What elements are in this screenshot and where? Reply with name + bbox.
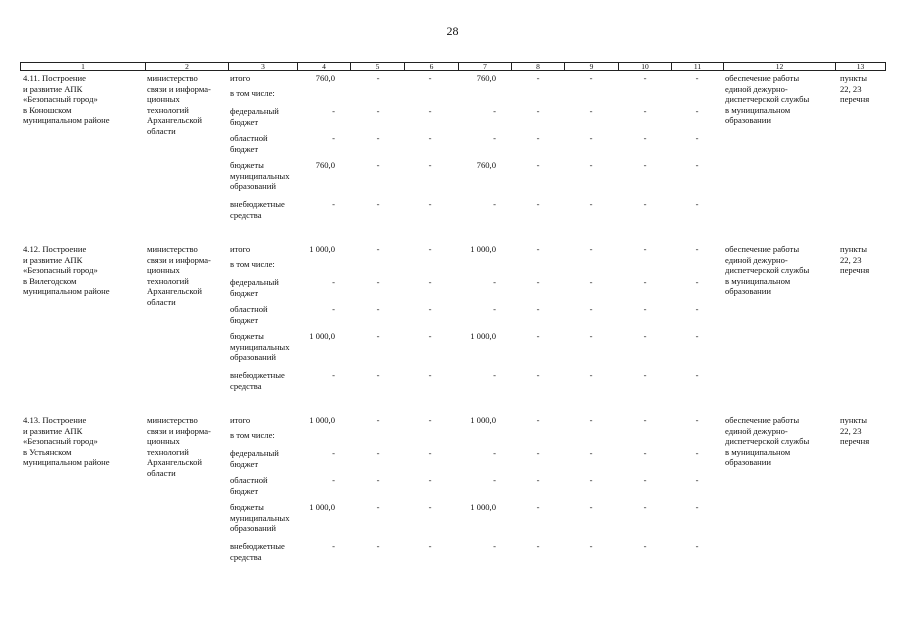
value-col8: - [536,73,540,83]
activity-line: 4.11. Построение [23,73,86,83]
value-col11: - [695,448,699,458]
value-col11: - [695,370,699,380]
value-col11: - [695,73,699,83]
executor-line: министерство [147,73,198,83]
value-col7: 1 000,0 [470,415,496,425]
source-label: в том числе: [230,430,275,440]
value-col7: - [493,106,496,116]
value-col10: - [643,106,647,116]
value-col9: - [589,331,593,341]
value-col7: - [493,475,496,485]
source-label: в том числе: [230,88,275,98]
value-col6: - [428,370,432,380]
value-col7: - [493,304,496,314]
executor-line: области [147,467,176,478]
value-col10: - [643,133,647,143]
total-value: - [332,370,335,380]
link-line: пункты [840,73,868,83]
column-number-3: 3 [228,62,298,71]
result-line: образовании [725,457,771,467]
link-line: 22, 23 [840,425,862,436]
value-col6: - [428,475,432,485]
value-col6: - [428,331,432,341]
source-label: средства [230,209,262,220]
source-label: образований [230,181,276,191]
source-label: средства [230,551,262,562]
executor-line: Архангельской [147,457,202,467]
value-col5: - [376,475,380,485]
total-value: 1 000,0 [309,244,335,254]
value-col9: - [589,106,593,116]
value-col11: - [695,502,699,512]
column-number-5: 5 [350,62,405,71]
value-col9: - [589,415,593,425]
value-col7: - [493,541,496,551]
source-label: бюджет [230,458,259,469]
total-value: - [332,541,335,551]
column-number-2: 2 [145,62,229,71]
executor-line: связи и информа- [147,83,211,94]
value-col9: - [589,502,593,512]
value-col11: - [695,160,699,170]
source-label: бюджет [230,287,259,298]
source-label: бюджет [230,314,259,325]
value-col5: - [376,448,380,458]
executor-line: связи и информа- [147,425,211,436]
source-label: внебюджетные [230,370,285,380]
value-col8: - [536,415,540,425]
result-line: единой дежурно- [725,83,788,94]
column-number-7: 7 [458,62,512,71]
value-col8: - [536,370,540,380]
value-col10: - [643,160,647,170]
value-col5: - [376,415,380,425]
value-col5: - [376,370,380,380]
source-label: бюджет [230,116,259,127]
value-col11: - [695,541,699,551]
value-col6: - [428,304,432,314]
value-col10: - [643,73,647,83]
link-line: 22, 23 [840,83,862,94]
link-line: пункты [840,244,868,254]
value-col6: - [428,502,432,512]
source-label: образований [230,523,276,533]
source-label: муниципальных [230,170,290,181]
value-col10: - [643,199,647,209]
value-col10: - [643,415,647,425]
value-col6: - [428,199,432,209]
value-col11: - [695,133,699,143]
link-line: перечня [840,436,870,446]
total-value: - [332,448,335,458]
column-number-13: 13 [835,62,886,71]
value-col7: 1 000,0 [470,502,496,512]
result-line: обеспечение работы [725,244,800,254]
value-col9: - [589,541,593,551]
source-label: бюджеты [230,160,264,170]
value-col11: - [695,475,699,485]
column-number-6: 6 [404,62,459,71]
value-col7: - [493,199,496,209]
value-col6: - [428,106,432,116]
total-value: - [332,304,335,314]
result-line: в муниципальном [725,104,791,115]
activity-line: «Безопасный город» [23,436,98,446]
value-col8: - [536,106,540,116]
value-col10: - [643,277,647,287]
value-col7: - [493,448,496,458]
value-col9: - [589,304,593,314]
result-line: диспетчерской службы [725,265,810,275]
executor-line: ционных [147,436,180,446]
source-label: бюджеты [230,502,264,512]
result-line: обеспечение работы [725,73,800,83]
value-col5: - [376,277,380,287]
value-col7: 1 000,0 [470,244,496,254]
executor-line: технологий [147,446,189,457]
activity-line: муниципальном районе [23,457,110,467]
value-col8: - [536,541,540,551]
total-value: - [332,277,335,287]
source-label: областной [230,475,268,485]
source-label: муниципальных [230,341,290,352]
value-col9: - [589,475,593,485]
result-line: образовании [725,286,771,296]
source-label: образований [230,352,276,362]
value-col8: - [536,331,540,341]
value-col9: - [589,133,593,143]
value-col11: - [695,304,699,314]
value-col8: - [536,199,540,209]
value-col6: - [428,244,432,254]
source-label: итого [230,73,251,83]
source-label: федеральный [230,277,279,287]
source-label: внебюджетные [230,541,285,551]
executor-line: области [147,125,176,136]
value-col6: - [428,415,432,425]
value-col8: - [536,133,540,143]
value-col10: - [643,448,647,458]
source-label: бюджет [230,143,259,154]
value-col6: - [428,133,432,143]
executor-line: Архангельской [147,115,202,125]
value-col11: - [695,199,699,209]
activity-line: и развитие АПК [23,425,83,436]
activity-line: муниципальном районе [23,115,110,125]
executor-line: технологий [147,275,189,286]
link-line: перечня [840,94,870,104]
result-line: диспетчерской службы [725,94,810,104]
column-number-4: 4 [297,62,351,71]
value-col6: - [428,73,432,83]
column-number-1: 1 [20,62,146,71]
value-col9: - [589,448,593,458]
value-col5: - [376,133,380,143]
source-label: областной [230,133,268,143]
source-label: в том числе: [230,259,275,269]
value-col9: - [589,244,593,254]
executor-line: Архангельской [147,286,202,296]
total-value: 1 000,0 [309,502,335,512]
source-label: областной [230,304,268,314]
value-col8: - [536,448,540,458]
value-col9: - [589,277,593,287]
total-value: - [332,106,335,116]
activity-line: в Коношском [23,104,72,115]
source-label: федеральный [230,448,279,458]
source-label: итого [230,244,251,254]
value-col5: - [376,331,380,341]
value-col6: - [428,448,432,458]
executor-line: министерство [147,244,198,254]
activity-line: и развитие АПК [23,254,83,265]
value-col11: - [695,331,699,341]
value-col10: - [643,541,647,551]
activity-line: «Безопасный город» [23,265,98,275]
value-col10: - [643,502,647,512]
link-line: перечня [840,265,870,275]
value-col6: - [428,541,432,551]
source-label: средства [230,380,262,391]
value-col5: - [376,73,380,83]
executor-line: технологий [147,104,189,115]
value-col11: - [695,106,699,116]
activity-line: и развитие АПК [23,83,83,94]
column-number-12: 12 [723,62,836,71]
result-line: единой дежурно- [725,254,788,265]
executor-line: области [147,296,176,307]
link-line: пункты [840,415,868,425]
value-col9: - [589,73,593,83]
value-col10: - [643,331,647,341]
value-col6: - [428,160,432,170]
value-col11: - [695,415,699,425]
activity-line: 4.12. Построение [23,244,87,254]
executor-line: ционных [147,94,180,104]
column-number-9: 9 [564,62,619,71]
value-col7: 760,0 [476,73,496,83]
activity-line: 4.13. Построение [23,415,87,425]
result-line: в муниципальном [725,275,791,286]
result-line: диспетчерской службы [725,436,810,446]
value-col7: - [493,370,496,380]
value-col9: - [589,160,593,170]
value-col8: - [536,304,540,314]
source-label: внебюджетные [230,199,285,209]
value-col5: - [376,106,380,116]
value-col5: - [376,199,380,209]
activity-line: «Безопасный город» [23,94,98,104]
result-line: обеспечение работы [725,415,800,425]
activity-line: в Устьянском [23,446,72,457]
column-number-10: 10 [618,62,672,71]
source-label: бюджет [230,485,259,496]
value-col10: - [643,370,647,380]
value-col9: - [589,370,593,380]
value-col8: - [536,502,540,512]
executor-line: министерство [147,415,198,425]
executor-line: связи и информа- [147,254,211,265]
value-col5: - [376,160,380,170]
source-label: муниципальных [230,512,290,523]
value-col11: - [695,244,699,254]
result-line: в муниципальном [725,446,791,457]
value-col10: - [643,475,647,485]
link-line: 22, 23 [840,254,862,265]
value-col10: - [643,304,647,314]
result-line: единой дежурно- [725,425,788,436]
value-col7: - [493,277,496,287]
activity-line: в Вилегодском [23,275,77,286]
value-col8: - [536,277,540,287]
value-col5: - [376,541,380,551]
total-value: - [332,475,335,485]
total-value: 1 000,0 [309,415,335,425]
value-col7: 1 000,0 [470,331,496,341]
value-col11: - [695,277,699,287]
executor-line: ционных [147,265,180,275]
activity-line: муниципальном районе [23,286,110,296]
source-label: бюджеты [230,331,264,341]
value-col8: - [536,244,540,254]
total-value: 760,0 [315,160,335,170]
value-col5: - [376,304,380,314]
total-value: 1 000,0 [309,331,335,341]
value-col5: - [376,502,380,512]
value-col8: - [536,475,540,485]
value-col6: - [428,277,432,287]
column-number-11: 11 [671,62,724,71]
value-col7: - [493,133,496,143]
total-value: - [332,133,335,143]
page-number: 28 [446,24,459,38]
value-col5: - [376,244,380,254]
source-label: федеральный [230,106,279,116]
value-col10: - [643,244,647,254]
total-value: - [332,199,335,209]
value-col8: - [536,160,540,170]
value-col7: 760,0 [476,160,496,170]
value-col9: - [589,199,593,209]
source-label: итого [230,415,251,425]
column-number-8: 8 [511,62,565,71]
result-line: образовании [725,115,771,125]
total-value: 760,0 [315,73,335,83]
